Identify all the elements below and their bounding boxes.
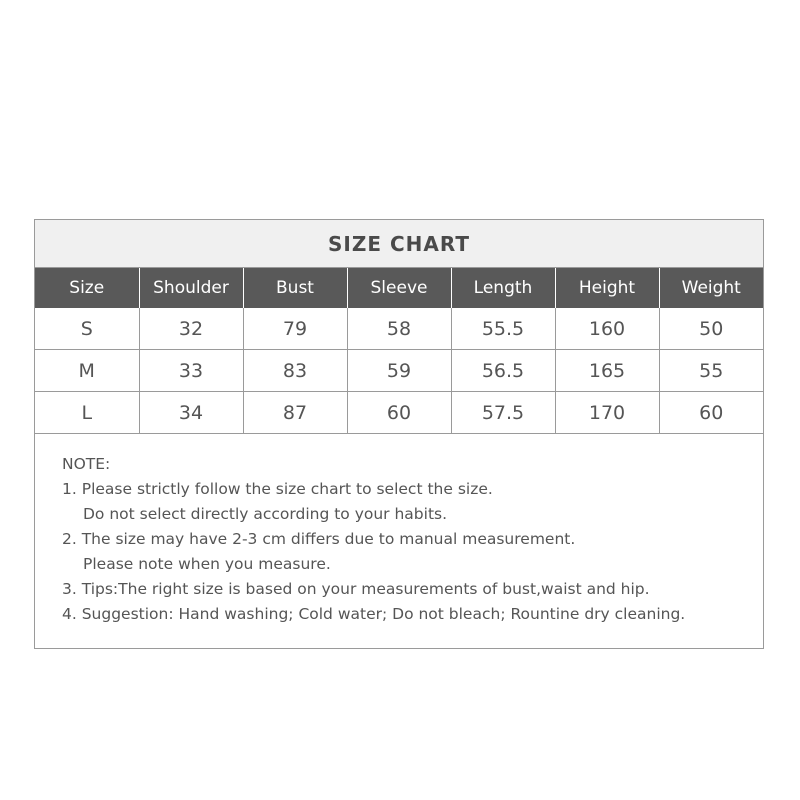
table-cell: 34 bbox=[139, 392, 243, 434]
size-table bbox=[35, 268, 763, 434]
table-cell: 32 bbox=[139, 308, 243, 350]
table-row bbox=[35, 308, 763, 350]
table-cell: 58 bbox=[347, 308, 451, 350]
header-weight: Weight bbox=[659, 268, 763, 308]
table-cell: 87 bbox=[243, 392, 347, 434]
note-line: Do not select directly according to your habits. bbox=[83, 505, 448, 523]
table-cell: 79 bbox=[243, 308, 347, 350]
note-line: 3. Tips:The right size is based on your measurements of bust,waist and hip. bbox=[62, 580, 650, 598]
table-cell: S bbox=[35, 308, 139, 350]
notes-section bbox=[35, 434, 763, 627]
table-cell: L bbox=[35, 392, 139, 434]
size-chart-title: SIZE CHART bbox=[35, 220, 763, 268]
header-bust: Bust bbox=[243, 268, 347, 308]
header-sleeve: Sleeve bbox=[347, 268, 451, 308]
note-line: 1. Please strictly follow the size chart to select the size. bbox=[62, 480, 493, 498]
note-line: 4. Suggestion: Hand washing; Cold water; Do not bleach; Rountine dry cleaning. bbox=[62, 605, 686, 623]
table-cell: 55 bbox=[659, 350, 763, 392]
table-cell: 56.5 bbox=[451, 350, 555, 392]
table-cell: 83 bbox=[243, 350, 347, 392]
table-header-row bbox=[35, 268, 763, 308]
header-length: Length bbox=[451, 268, 555, 308]
table-cell: 160 bbox=[555, 308, 659, 350]
notes-heading: NOTE: bbox=[62, 455, 111, 473]
table-cell: M bbox=[35, 350, 139, 392]
table-row bbox=[35, 350, 763, 392]
header-size: Size bbox=[35, 268, 139, 308]
header-height: Height bbox=[555, 268, 659, 308]
table-cell: 33 bbox=[139, 350, 243, 392]
note-line: Please note when you measure. bbox=[83, 555, 331, 573]
table-row bbox=[35, 392, 763, 434]
header-shoulder: Shoulder bbox=[139, 268, 243, 308]
size-chart bbox=[34, 219, 764, 649]
table-cell: 60 bbox=[347, 392, 451, 434]
note-line: 2. The size may have 2-3 cm differs due to manual measurement. bbox=[62, 530, 576, 548]
table-cell: 170 bbox=[555, 392, 659, 434]
table-cell: 60 bbox=[659, 392, 763, 434]
table-cell: 57.5 bbox=[451, 392, 555, 434]
table-cell: 165 bbox=[555, 350, 659, 392]
table-cell: 59 bbox=[347, 350, 451, 392]
table-cell: 50 bbox=[659, 308, 763, 350]
table-cell: 55.5 bbox=[451, 308, 555, 350]
